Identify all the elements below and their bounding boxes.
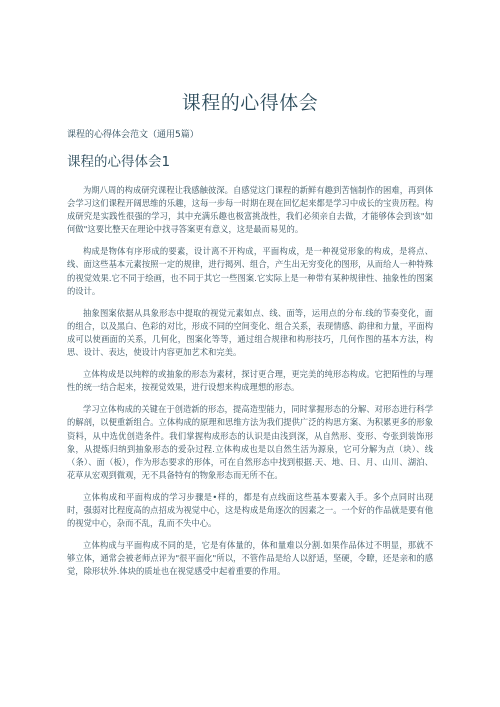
paragraph-3: 抽象图案依据从具象形态中提取的视觉元素如点、线、面等，运用点的分布.线的节奏变化，面的组合，以及黑白、色彩的对比，形成不同的空间变化、组合关系，表现情感、韵律和力量，平面构成可以使画面的关系，几何化，图案化等等，通过组合规律和构形技巧，几何作图的基本方法，构思、设计、表达，使设计内容更加艺术和完美。	[67, 307, 433, 358]
section-heading: 课程的心得体会1	[67, 154, 171, 170]
paragraph-6: 立体构成和平面构成的学习步骤是•样的，都是有点线面这些基本要素入手。多个点同时出现时，强弱对比程度高的点招成为视觉中心，这是构成是角逐次的因素之一。一个好的作品就是要有他的视觉中心，杂而不乱，乱而不失中心。	[67, 491, 433, 529]
document-subtitle: 课程的心得体会范文（通用5篇）	[67, 130, 199, 140]
paragraph-2: 构成是物体有序形成的要素，设计离不开构成，平面构成，是一种视觉形象的构成，是将点、线、面这些基本元素按照一定的规律，进行揭列、组合，产生出无穷变化的图形，从而给人一种特殊的视觉效果.它不同于绘画，也不同于其它一些图案.它实际上是一种带有某种规律性、抽象性的图案的设计。	[67, 246, 433, 296]
document-title: 课程的心得体会	[181, 92, 319, 114]
document-body	[67, 184, 433, 587]
paragraph-1: 为期八周的构成研究课程让我感触彼深。自感觉这门课程的新鲜有趣到苦恼制作的困难，再到体会学习这们课程开阔思维的乐趣，这每一步每一时期在现在回忆起来都是学习中成长的宝贵历程。构成研究是实践性很强的学习，其中充满乐趣也极富挑战性，我们必须亲自去做，才能够体会到该"如何做"这要比整天在理论中找寻答案更有意义，这是最而易见的。	[67, 185, 433, 235]
paragraph-4: 立体构成是以纯粹的或抽象的形态为素材，探讨更合理，更完美的纯形态构成。它把陌性的与理性的统一结合起来，按视觉效果，进行设想来构成理想的形态。	[67, 369, 433, 393]
paragraph-7: 立体构成与平面构成不同的是，它是有体量的，体和量难以分割.如果作品体过不明显，那就不够立体，通常会被老师点评为"很平面化"所以，不管作品是给人以舒适，坚硬，令瞭，还是亲和的感觉，除形状外.体块的质址也在视觉感受中起着重要的作用。	[67, 540, 433, 577]
paragraph-5: 学习立体构成的关键在于创造新的形态，提高造型能力，同时掌握形态的分解、对形态进行科学的解剖，以便重新组合。立体构成的原理和思维方法为我们提供广泛的构思方案、为积累更多的形象资料，从中选优创造条件。我们掌握构成形态的认识是由浅到深，从自然形、变形、夸张到装饰形象，从提炼归纳到抽象形态的爱杂过程.立体构成也是以自然生活为源泉，它可分解为点（块）、线（条）、面（板），作为形态要求的形体，可在自然形态中找到根据.天、地、日、月、山川、湖泊、花草从宏观到微观，无不具备特有的物象形态而无所不在。	[67, 404, 433, 480]
